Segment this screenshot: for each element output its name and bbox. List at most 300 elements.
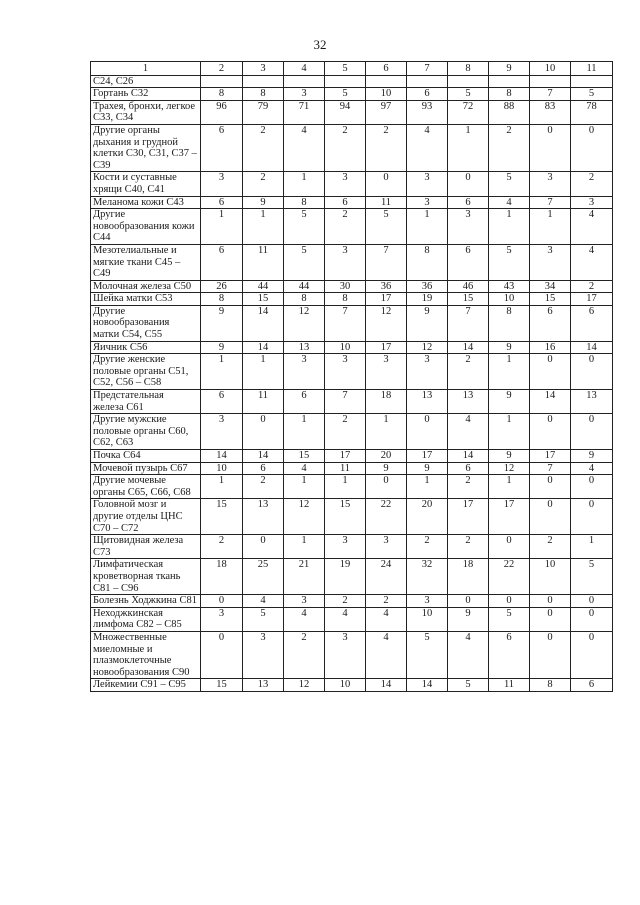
value-cell xyxy=(530,75,571,88)
value-cell: 9 xyxy=(571,450,613,463)
value-cell: 4 xyxy=(571,462,613,475)
value-cell: 13 xyxy=(243,499,284,535)
row-label: Лимфатическая кроветворная ткань С81 – С96 xyxy=(91,559,201,595)
value-cell: 7 xyxy=(530,88,571,101)
value-cell: 17 xyxy=(448,499,489,535)
value-cell: 1 xyxy=(489,209,530,245)
value-cell: 8 xyxy=(489,88,530,101)
value-cell: 6 xyxy=(201,196,243,209)
value-cell xyxy=(284,75,325,88)
value-cell: 15 xyxy=(284,450,325,463)
value-cell: 0 xyxy=(366,475,407,499)
page-number: 32 xyxy=(313,37,327,52)
header-cell: 1 xyxy=(91,62,201,76)
value-cell: 1 xyxy=(325,475,366,499)
value-cell: 6 xyxy=(571,305,613,341)
value-cell xyxy=(201,75,243,88)
value-cell: 5 xyxy=(571,88,613,101)
value-cell: 3 xyxy=(201,172,243,196)
table-row xyxy=(91,631,613,678)
value-cell: 43 xyxy=(489,280,530,293)
table-row xyxy=(91,75,613,88)
table-row xyxy=(91,209,613,245)
value-cell: 9 xyxy=(448,607,489,631)
value-cell: 14 xyxy=(571,341,613,354)
value-cell: 3 xyxy=(243,631,284,678)
value-cell: 3 xyxy=(325,631,366,678)
value-cell: 0 xyxy=(530,607,571,631)
row-label: Яичник С56 xyxy=(91,341,201,354)
value-cell: 0 xyxy=(530,414,571,450)
header-cell: 11 xyxy=(571,62,613,76)
row-label: Головной мозг и другие отделы ЦНС С70 – С72 xyxy=(91,499,201,535)
value-cell: 1 xyxy=(284,475,325,499)
value-cell: 8 xyxy=(530,679,571,692)
value-cell: 1 xyxy=(243,354,284,390)
table-row xyxy=(91,280,613,293)
value-cell: 3 xyxy=(201,414,243,450)
value-cell: 0 xyxy=(571,354,613,390)
value-cell: 15 xyxy=(243,293,284,306)
value-cell: 6 xyxy=(448,462,489,475)
value-cell: 6 xyxy=(201,244,243,280)
value-cell: 9 xyxy=(407,462,448,475)
table-row xyxy=(91,88,613,101)
row-label: Другие органы дыхания и грудной клетки С30, С31, С37 – С39 xyxy=(91,124,201,171)
value-cell: 17 xyxy=(325,450,366,463)
value-cell: 12 xyxy=(407,341,448,354)
value-cell: 5 xyxy=(489,172,530,196)
table-row xyxy=(91,100,613,124)
row-label: Гортань С32 xyxy=(91,88,201,101)
value-cell xyxy=(325,75,366,88)
value-cell: 1 xyxy=(366,414,407,450)
value-cell: 13 xyxy=(407,390,448,414)
value-cell: 12 xyxy=(489,462,530,475)
value-cell: 3 xyxy=(530,172,571,196)
value-cell: 2 xyxy=(243,124,284,171)
value-cell: 4 xyxy=(243,595,284,608)
value-cell: 97 xyxy=(366,100,407,124)
value-cell: 3 xyxy=(325,244,366,280)
value-cell: 3 xyxy=(366,354,407,390)
value-cell: 30 xyxy=(325,280,366,293)
value-cell: 11 xyxy=(325,462,366,475)
value-cell: 1 xyxy=(284,535,325,559)
row-label: Почка С64 xyxy=(91,450,201,463)
value-cell: 1 xyxy=(489,475,530,499)
value-cell: 7 xyxy=(325,305,366,341)
value-cell: 3 xyxy=(366,535,407,559)
table-row xyxy=(91,559,613,595)
value-cell: 13 xyxy=(448,390,489,414)
table-row xyxy=(91,341,613,354)
value-cell: 0 xyxy=(571,124,613,171)
value-cell: 8 xyxy=(284,293,325,306)
value-cell: 2 xyxy=(284,631,325,678)
value-cell: 0 xyxy=(366,172,407,196)
row-label: Другие мужские половые органы С60, С62, С63 xyxy=(91,414,201,450)
header-cell: 6 xyxy=(366,62,407,76)
value-cell: 6 xyxy=(201,390,243,414)
value-cell: 21 xyxy=(284,559,325,595)
header-cell: 10 xyxy=(530,62,571,76)
value-cell: 0 xyxy=(571,414,613,450)
value-cell: 3 xyxy=(407,172,448,196)
value-cell: 25 xyxy=(243,559,284,595)
value-cell: 14 xyxy=(366,679,407,692)
value-cell: 14 xyxy=(243,450,284,463)
header-cell: 2 xyxy=(201,62,243,76)
value-cell: 34 xyxy=(530,280,571,293)
value-cell: 11 xyxy=(243,244,284,280)
row-label: Мочевой пузырь С67 xyxy=(91,462,201,475)
table-row xyxy=(91,499,613,535)
value-cell: 1 xyxy=(571,535,613,559)
value-cell: 7 xyxy=(448,305,489,341)
value-cell: 0 xyxy=(407,414,448,450)
value-cell: 12 xyxy=(366,305,407,341)
value-cell: 15 xyxy=(530,293,571,306)
value-cell: 83 xyxy=(530,100,571,124)
row-label: Предстательная железа С61 xyxy=(91,390,201,414)
value-cell: 11 xyxy=(243,390,284,414)
value-cell: 3 xyxy=(325,354,366,390)
header-cell: 7 xyxy=(407,62,448,76)
row-label: Другие мочевые органы С65, С66, С68 xyxy=(91,475,201,499)
table-row xyxy=(91,679,613,692)
value-cell: 0 xyxy=(530,499,571,535)
value-cell: 3 xyxy=(284,595,325,608)
value-cell: 1 xyxy=(201,209,243,245)
value-cell: 10 xyxy=(325,341,366,354)
value-cell: 9 xyxy=(201,341,243,354)
value-cell: 13 xyxy=(571,390,613,414)
value-cell: 4 xyxy=(325,607,366,631)
value-cell: 0 xyxy=(530,595,571,608)
header-cell: 5 xyxy=(325,62,366,76)
value-cell: 2 xyxy=(489,124,530,171)
table-row xyxy=(91,390,613,414)
value-cell: 8 xyxy=(407,244,448,280)
value-cell: 79 xyxy=(243,100,284,124)
value-cell: 13 xyxy=(243,679,284,692)
value-cell: 14 xyxy=(448,450,489,463)
row-label: Неходжкинская лимфома С82 – С85 xyxy=(91,607,201,631)
value-cell: 18 xyxy=(366,390,407,414)
value-cell: 7 xyxy=(325,390,366,414)
value-cell: 2 xyxy=(243,172,284,196)
value-cell: 3 xyxy=(571,196,613,209)
value-cell: 4 xyxy=(366,607,407,631)
value-cell: 4 xyxy=(448,631,489,678)
value-cell: 4 xyxy=(448,414,489,450)
value-cell: 15 xyxy=(448,293,489,306)
value-cell: 0 xyxy=(530,631,571,678)
value-cell: 5 xyxy=(571,559,613,595)
value-cell: 2 xyxy=(571,172,613,196)
value-cell: 20 xyxy=(407,499,448,535)
value-cell: 1 xyxy=(201,354,243,390)
value-cell: 8 xyxy=(489,305,530,341)
table-header-row xyxy=(91,62,613,76)
value-cell: 36 xyxy=(366,280,407,293)
value-cell: 1 xyxy=(448,124,489,171)
value-cell: 3 xyxy=(530,244,571,280)
value-cell: 2 xyxy=(530,535,571,559)
table-row xyxy=(91,172,613,196)
value-cell: 8 xyxy=(201,293,243,306)
value-cell xyxy=(489,75,530,88)
value-cell xyxy=(407,75,448,88)
value-cell: 72 xyxy=(448,100,489,124)
row-label: Трахея, бронхи, легкое С33, С34 xyxy=(91,100,201,124)
value-cell: 8 xyxy=(243,88,284,101)
value-cell: 4 xyxy=(366,631,407,678)
value-cell: 2 xyxy=(448,535,489,559)
value-cell: 5 xyxy=(325,88,366,101)
value-cell: 3 xyxy=(325,535,366,559)
value-cell: 3 xyxy=(407,196,448,209)
value-cell: 18 xyxy=(201,559,243,595)
value-cell: 5 xyxy=(448,679,489,692)
value-cell: 10 xyxy=(489,293,530,306)
value-cell: 10 xyxy=(407,607,448,631)
value-cell: 3 xyxy=(407,595,448,608)
value-cell: 15 xyxy=(201,499,243,535)
row-label: Другие женские половые органы С51, С52, С56 – С58 xyxy=(91,354,201,390)
value-cell: 6 xyxy=(571,679,613,692)
value-cell xyxy=(366,75,407,88)
value-cell: 18 xyxy=(448,559,489,595)
value-cell: 12 xyxy=(284,499,325,535)
value-cell: 2 xyxy=(366,124,407,171)
value-cell: 3 xyxy=(201,607,243,631)
value-cell: 4 xyxy=(284,607,325,631)
value-cell: 11 xyxy=(489,679,530,692)
value-cell: 14 xyxy=(243,305,284,341)
value-cell: 94 xyxy=(325,100,366,124)
value-cell: 14 xyxy=(243,341,284,354)
value-cell xyxy=(448,75,489,88)
value-cell: 6 xyxy=(325,196,366,209)
value-cell: 5 xyxy=(448,88,489,101)
value-cell: 1 xyxy=(243,209,284,245)
table-row xyxy=(91,595,613,608)
value-cell: 3 xyxy=(325,172,366,196)
value-cell: 93 xyxy=(407,100,448,124)
value-cell: 1 xyxy=(284,414,325,450)
table-row xyxy=(91,305,613,341)
value-cell: 0 xyxy=(201,595,243,608)
value-cell: 78 xyxy=(571,100,613,124)
value-cell: 13 xyxy=(284,341,325,354)
value-cell: 14 xyxy=(448,341,489,354)
value-cell: 6 xyxy=(243,462,284,475)
value-cell: 2 xyxy=(448,475,489,499)
row-label: Молочная железа С50 xyxy=(91,280,201,293)
value-cell: 12 xyxy=(284,305,325,341)
value-cell: 7 xyxy=(530,196,571,209)
value-cell: 12 xyxy=(284,679,325,692)
value-cell xyxy=(571,75,613,88)
value-cell: 2 xyxy=(325,595,366,608)
value-cell: 96 xyxy=(201,100,243,124)
value-cell: 0 xyxy=(489,595,530,608)
value-cell xyxy=(243,75,284,88)
value-cell: 44 xyxy=(243,280,284,293)
value-cell: 5 xyxy=(243,607,284,631)
value-cell: 9 xyxy=(243,196,284,209)
value-cell: 6 xyxy=(448,196,489,209)
value-cell: 1 xyxy=(284,172,325,196)
value-cell: 20 xyxy=(366,450,407,463)
value-cell: 15 xyxy=(201,679,243,692)
value-cell: 24 xyxy=(366,559,407,595)
value-cell: 17 xyxy=(530,450,571,463)
statistics-table xyxy=(90,61,613,692)
value-cell: 0 xyxy=(243,414,284,450)
value-cell: 4 xyxy=(407,124,448,171)
header-cell: 9 xyxy=(489,62,530,76)
value-cell: 2 xyxy=(325,124,366,171)
row-label: Другие новообразования кожи С44 xyxy=(91,209,201,245)
value-cell: 3 xyxy=(448,209,489,245)
header-cell: 4 xyxy=(284,62,325,76)
value-cell: 46 xyxy=(448,280,489,293)
table-row xyxy=(91,124,613,171)
value-cell: 2 xyxy=(571,280,613,293)
value-cell: 4 xyxy=(571,209,613,245)
table-row xyxy=(91,462,613,475)
value-cell: 7 xyxy=(366,244,407,280)
value-cell: 17 xyxy=(366,341,407,354)
value-cell: 5 xyxy=(366,209,407,245)
row-label: Другие новообразования матки С54, С55 xyxy=(91,305,201,341)
value-cell: 2 xyxy=(325,209,366,245)
value-cell: 5 xyxy=(407,631,448,678)
row-label: Шейка матки С53 xyxy=(91,293,201,306)
value-cell: 3 xyxy=(407,354,448,390)
value-cell: 2 xyxy=(201,535,243,559)
value-cell: 10 xyxy=(201,462,243,475)
value-cell: 4 xyxy=(284,462,325,475)
value-cell: 6 xyxy=(530,305,571,341)
header-cell: 8 xyxy=(448,62,489,76)
value-cell: 4 xyxy=(284,124,325,171)
value-cell: 2 xyxy=(325,414,366,450)
value-cell: 19 xyxy=(325,559,366,595)
value-cell: 9 xyxy=(489,390,530,414)
row-label: Щитовидная железа С73 xyxy=(91,535,201,559)
value-cell: 6 xyxy=(489,631,530,678)
value-cell: 17 xyxy=(407,450,448,463)
value-cell: 19 xyxy=(407,293,448,306)
value-cell: 10 xyxy=(325,679,366,692)
value-cell: 0 xyxy=(489,535,530,559)
value-cell: 6 xyxy=(407,88,448,101)
value-cell: 2 xyxy=(448,354,489,390)
value-cell: 3 xyxy=(284,88,325,101)
value-cell: 2 xyxy=(243,475,284,499)
table-row xyxy=(91,535,613,559)
table-row xyxy=(91,475,613,499)
value-cell: 1 xyxy=(489,354,530,390)
value-cell: 2 xyxy=(407,535,448,559)
row-label: Мезотелиальные и мягкие ткани С45 – С49 xyxy=(91,244,201,280)
value-cell: 36 xyxy=(407,280,448,293)
value-cell: 71 xyxy=(284,100,325,124)
value-cell: 1 xyxy=(201,475,243,499)
value-cell: 9 xyxy=(489,341,530,354)
value-cell: 32 xyxy=(407,559,448,595)
value-cell: 5 xyxy=(489,244,530,280)
table-row xyxy=(91,293,613,306)
value-cell: 10 xyxy=(530,559,571,595)
value-cell: 0 xyxy=(448,595,489,608)
value-cell: 6 xyxy=(448,244,489,280)
value-cell: 0 xyxy=(571,631,613,678)
row-label: Болезнь Ходжкина С81 xyxy=(91,595,201,608)
value-cell: 1 xyxy=(489,414,530,450)
value-cell: 4 xyxy=(489,196,530,209)
value-cell: 16 xyxy=(530,341,571,354)
value-cell: 0 xyxy=(243,535,284,559)
value-cell: 0 xyxy=(530,124,571,171)
value-cell: 1 xyxy=(530,209,571,245)
value-cell: 1 xyxy=(407,475,448,499)
value-cell: 5 xyxy=(284,209,325,245)
value-cell: 0 xyxy=(530,475,571,499)
table-row xyxy=(91,607,613,631)
value-cell: 0 xyxy=(571,607,613,631)
value-cell: 88 xyxy=(489,100,530,124)
value-cell: 0 xyxy=(571,475,613,499)
value-cell: 8 xyxy=(284,196,325,209)
row-label: С24, С26 xyxy=(91,75,201,88)
value-cell: 14 xyxy=(530,390,571,414)
value-cell: 17 xyxy=(366,293,407,306)
row-label: Меланома кожи С43 xyxy=(91,196,201,209)
value-cell: 10 xyxy=(366,88,407,101)
value-cell: 4 xyxy=(571,244,613,280)
value-cell: 26 xyxy=(201,280,243,293)
table-row xyxy=(91,450,613,463)
value-cell: 0 xyxy=(201,631,243,678)
value-cell: 14 xyxy=(407,679,448,692)
value-cell: 3 xyxy=(284,354,325,390)
value-cell: 8 xyxy=(201,88,243,101)
value-cell: 5 xyxy=(284,244,325,280)
value-cell: 17 xyxy=(489,499,530,535)
value-cell: 0 xyxy=(571,595,613,608)
value-cell: 6 xyxy=(284,390,325,414)
value-cell: 0 xyxy=(448,172,489,196)
value-cell: 9 xyxy=(201,305,243,341)
value-cell: 0 xyxy=(571,499,613,535)
value-cell: 8 xyxy=(325,293,366,306)
header-cell: 3 xyxy=(243,62,284,76)
value-cell: 22 xyxy=(489,559,530,595)
value-cell: 9 xyxy=(366,462,407,475)
row-label: Множественные миеломные и плазмоклеточные новообразования С90 xyxy=(91,631,201,678)
value-cell: 5 xyxy=(489,607,530,631)
row-label: Лейкемии С91 – С95 xyxy=(91,679,201,692)
row-label: Кости и суставные хрящи С40, С41 xyxy=(91,172,201,196)
value-cell: 17 xyxy=(571,293,613,306)
value-cell: 1 xyxy=(407,209,448,245)
value-cell: 11 xyxy=(366,196,407,209)
